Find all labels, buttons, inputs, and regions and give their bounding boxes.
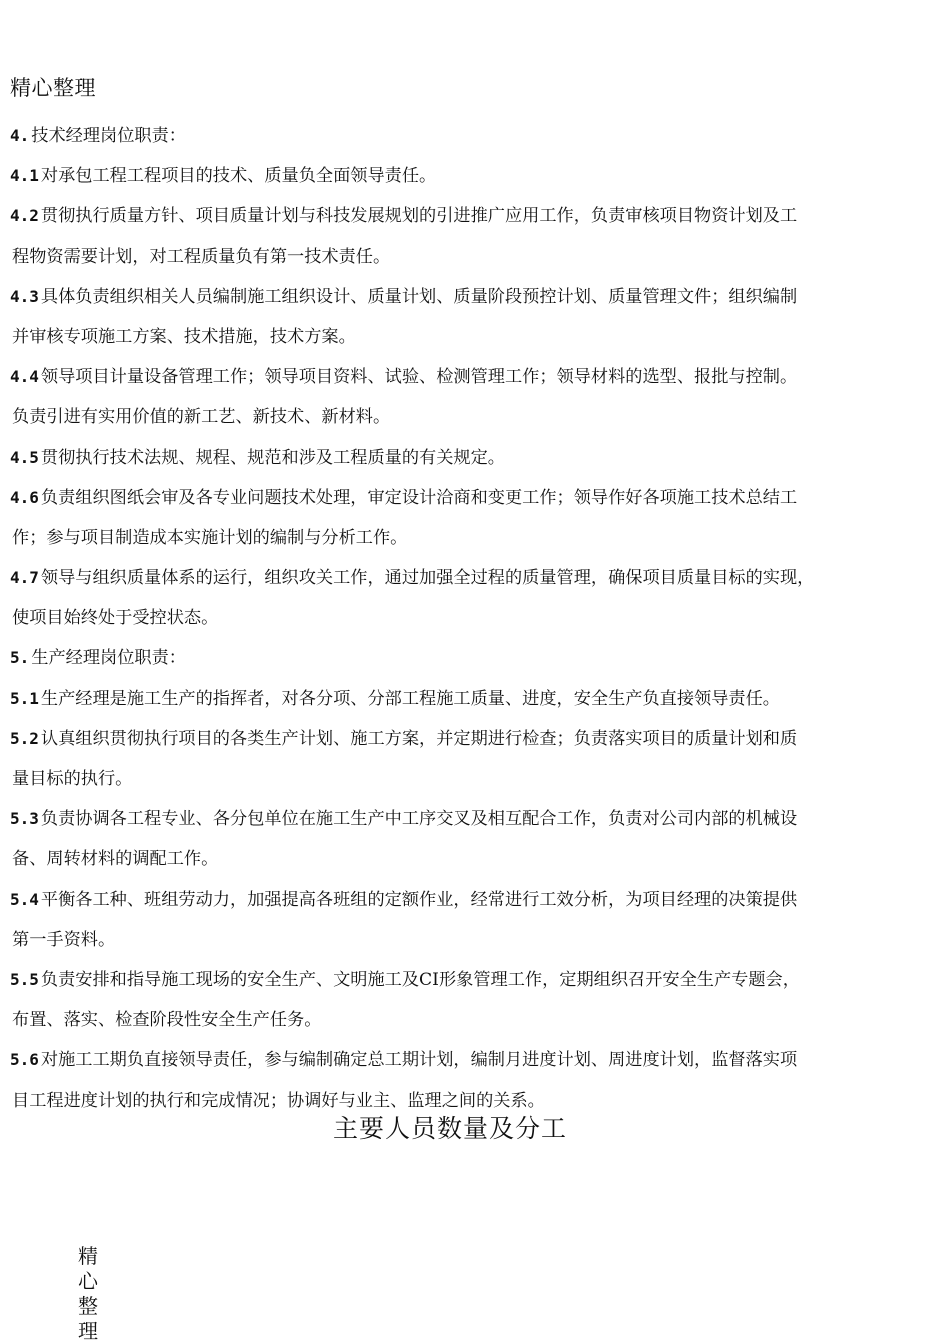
clause-number: 5.2 bbox=[10, 728, 39, 748]
clause-text: 贯彻执行技术法规、规程、规范和涉及工程质量的有关规定。 bbox=[40, 447, 505, 468]
footer-char: 心 bbox=[78, 1269, 98, 1293]
paragraph-line bbox=[10, 196, 910, 236]
paragraph-line bbox=[10, 317, 910, 357]
paragraph-line bbox=[10, 237, 910, 277]
clause-text: 备、周转材料的调配工作。 bbox=[12, 849, 219, 870]
clause-text: 负责协调各工程专业、各分包单位在施工生产中工序交叉及相互配合工作，负责对公司内部的机械设 bbox=[40, 809, 798, 830]
document-body bbox=[10, 116, 910, 1121]
clause-text: 具体负责组织相关人员编制施工组织设计、质量计划、质量阶段预控计划、质量管理文件；组织编制 bbox=[40, 286, 798, 307]
clause-text: 作；参与项目制造成本实施计划的编制与分析工作。 bbox=[12, 527, 408, 548]
paragraph-line bbox=[10, 156, 910, 196]
clause-number: 4.4 bbox=[10, 367, 39, 387]
paragraph-line bbox=[10, 679, 910, 719]
paragraph-line bbox=[10, 277, 910, 317]
paragraph-line bbox=[10, 1000, 910, 1040]
clause-number: 4.2 bbox=[10, 206, 39, 226]
clause-text: 对承包工程工程项目的技术、质量负全面领导责任。 bbox=[40, 166, 437, 187]
clause-number: 4. bbox=[10, 126, 30, 145]
clause-text: 领导与组织质量体系的运行，组织攻关工作，通过加强全过程的质量管理，确保项目质量目标的实现， bbox=[40, 568, 815, 589]
clause-text: 第一手资料。 bbox=[12, 929, 116, 950]
clause-text: 领导项目计量设备管理工作；领导项目资料、试验、检测管理工作；领导材料的选型、报批与控制。 bbox=[40, 367, 798, 388]
clause-number: 5. bbox=[10, 648, 30, 668]
clause-text: 认真组织贯彻执行项目的各类生产计划、施工方案，并定期进行检查；负责落实项目的质量计划和质 bbox=[40, 728, 798, 749]
clause-text: 使项目始终处于受控状态。 bbox=[12, 608, 219, 629]
paragraph-line bbox=[10, 880, 910, 920]
paragraph-line bbox=[10, 357, 910, 397]
footer-char: 理 bbox=[78, 1319, 98, 1343]
paragraph-line bbox=[10, 719, 910, 759]
paragraph-line bbox=[10, 116, 910, 156]
paragraph-line bbox=[10, 799, 910, 839]
clause-text: 程物资需要计划，对工程质量负有第一技术责任。 bbox=[12, 246, 391, 267]
paragraph-line bbox=[10, 960, 910, 1000]
footer-vertical-text bbox=[76, 1244, 100, 1344]
clause-text: 负责组织图纸会审及各专业问题技术处理，审定设计洽商和变更工作；领导作好各项施工技术总结工 bbox=[40, 487, 798, 508]
footer-char: 整 bbox=[78, 1294, 98, 1318]
clause-number: 5.3 bbox=[10, 809, 39, 829]
clause-number: 4.1 bbox=[10, 166, 39, 186]
paragraph-line bbox=[10, 558, 910, 598]
paragraph-line bbox=[10, 638, 910, 678]
clause-number: 5.5 bbox=[10, 969, 39, 989]
section-title: 主要人员数量及分工 bbox=[332, 1114, 567, 1143]
footer-char: 精 bbox=[78, 1244, 98, 1268]
clause-text: 负责安排和指导施工现场的安全生产、文明施工及CI形象管理工作，定期组织召开安全生产专题会， bbox=[40, 969, 800, 990]
clause-number: 4.7 bbox=[10, 568, 39, 588]
paragraph-line bbox=[10, 397, 910, 437]
paragraph-line bbox=[10, 1040, 910, 1080]
clause-text: 负责引进有实用价值的新工艺、新技术、新材料。 bbox=[12, 407, 391, 428]
clause-number: 4.6 bbox=[10, 487, 39, 507]
clause-text: 并审核专项施工方案、技术措施，技术方案。 bbox=[12, 326, 356, 347]
clause-number: 5.4 bbox=[10, 889, 39, 909]
paragraph-line bbox=[10, 920, 910, 960]
clause-text: 平衡各工种、班组劳动力，加强提高各班组的定额作业，经常进行工效分析，为项目经理的决策提供 bbox=[40, 889, 798, 910]
clause-text: 目工程进度计划的执行和完成情况；协调好与业主、监理之间的关系。 bbox=[12, 1090, 545, 1111]
clause-text: 技术经理岗位职责： bbox=[31, 126, 186, 146]
page-header: 精心整理 bbox=[10, 76, 96, 100]
paragraph-line bbox=[10, 839, 910, 879]
clause-text: 生产经理是施工生产的指挥者，对各分项、分部工程施工质量、进度，安全生产负直接领导责任。 bbox=[40, 688, 780, 709]
paragraph-line bbox=[10, 518, 910, 558]
paragraph-line bbox=[10, 598, 910, 638]
clause-number: 4.3 bbox=[10, 286, 39, 306]
paragraph-line bbox=[10, 759, 910, 799]
paragraph-line bbox=[10, 438, 910, 478]
clause-text: 生产经理岗位职责： bbox=[31, 648, 186, 669]
paragraph-line bbox=[10, 478, 910, 518]
clause-number: 4.5 bbox=[10, 447, 39, 467]
clause-text: 量目标的执行。 bbox=[12, 769, 133, 789]
clause-number: 5.6 bbox=[10, 1050, 39, 1070]
clause-text: 对施工工期负直接领导责任，参与编制确定总工期计划，编制月进度计划、周进度计划，监督落实项 bbox=[40, 1050, 798, 1071]
clause-number: 5.1 bbox=[10, 688, 39, 708]
clause-text: 贯彻执行质量方针、项目质量计划与科技发展规划的引进推广应用工作，负责审核项目物资计划及工 bbox=[40, 206, 798, 227]
clause-text: 布置、落实、检查阶段性安全生产任务。 bbox=[12, 1010, 322, 1031]
